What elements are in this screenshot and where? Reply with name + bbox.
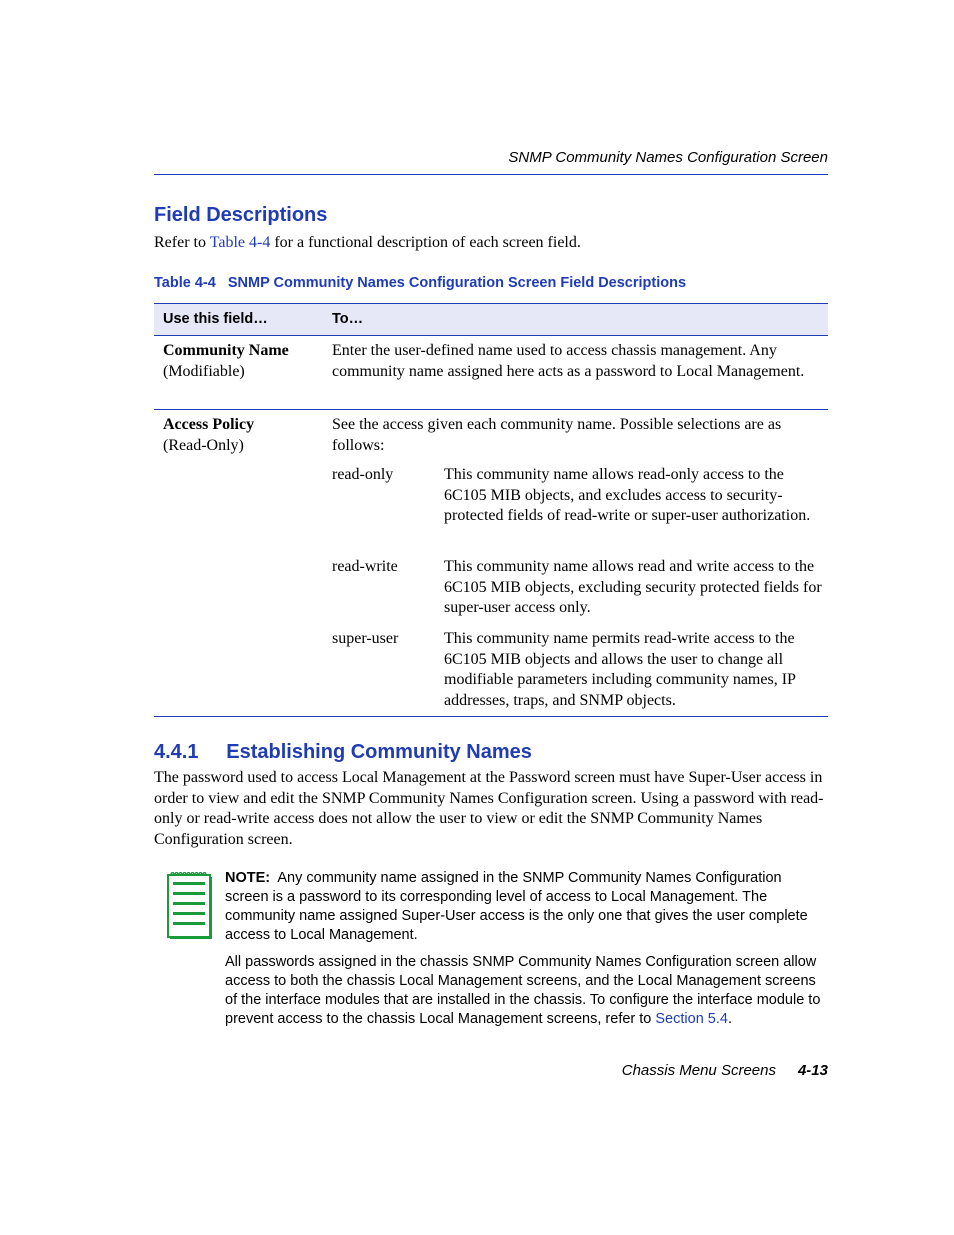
option-description: This community name allows read-only access to the 6C105 MIB objects, and excludes access to security-protected fields of read-write or super-user authorization. bbox=[444, 466, 811, 524]
page-footer bbox=[622, 1062, 828, 1079]
column-header-field: Use this field… bbox=[163, 311, 268, 327]
intro-after: for a functional description of each screen field. bbox=[270, 234, 581, 251]
table-link[interactable]: Table 4-4 bbox=[209, 234, 271, 251]
header-rule bbox=[154, 174, 828, 175]
field-mode: (Read-Only) bbox=[163, 436, 244, 454]
note-text: All passwords assigned in the chassis SNMP Community Names Configuration screen allow access to both the chassis Local Management screens, and the Local Management screens of the interface modules that are installed in the chassis. To configure the interface module to prevent access to the chassis Local Management screens, refer to bbox=[225, 954, 821, 1027]
section-link[interactable]: Section 5.4 bbox=[655, 1011, 728, 1027]
note-text: Any community name assigned in the SNMP Community Names Configuration screen is a password to its corresponding level of access to Local Management. The community name assigned Super-User access is the only one that gives the user complete access to Local Management. bbox=[225, 870, 808, 943]
field-cell bbox=[163, 341, 289, 382]
running-header: SNMP Community Names Configuration Screen bbox=[508, 149, 828, 166]
table-row bbox=[154, 336, 828, 410]
field-cell bbox=[163, 415, 254, 456]
column-header-action: To… bbox=[332, 311, 364, 327]
field-name: Access Policy bbox=[163, 416, 255, 433]
note-label: NOTE: bbox=[225, 870, 271, 886]
note-paragraph bbox=[225, 953, 828, 1029]
option-description: This community name allows read and write access to the 6C105 MIB objects, excluding security protected fields for super-user access only. bbox=[444, 558, 822, 616]
note-text-end: . bbox=[727, 1011, 732, 1027]
field-table bbox=[154, 303, 828, 717]
subsection-heading: 4.4.1 Establishing Community Names bbox=[154, 741, 532, 763]
section-title: Field Descriptions bbox=[154, 204, 328, 226]
option-term: super-user bbox=[332, 630, 399, 647]
option-term: read-only bbox=[332, 466, 394, 483]
page-number: 4-13 bbox=[797, 1062, 828, 1079]
description-cell: Enter the user-defined name used to access chassis management. Any community name assigned here acts as a password to Local Management. bbox=[332, 342, 805, 380]
option-description: This community name permits read-write access to the 6C105 MIB objects and allows the user to change all modifiable parameters including community names, IP addresses, traps, and SNMP objects. bbox=[444, 630, 796, 709]
description-cell: See the access given each community name. Possible selections are as follows: bbox=[332, 416, 782, 454]
option-term: read-write bbox=[332, 558, 398, 575]
table-row bbox=[154, 410, 828, 717]
table-caption: Table 4-4 SNMP Community Names Configuration Screen Field Descriptions bbox=[154, 275, 687, 291]
body-paragraph: The password used to access Local Management at the Password screen must have Super-User access in order to view and edit the SNMP Community Names Configuration screen. Using a password with read-only or read-write access does not allow the user to view or edit the SNMP Community Names Configuration screen. bbox=[154, 769, 824, 848]
notepad-icon bbox=[167, 872, 213, 940]
footer-chapter: Chassis Menu Screens bbox=[621, 1062, 776, 1079]
intro-before: Refer to bbox=[154, 234, 210, 251]
field-name: Community Name bbox=[163, 342, 289, 359]
field-mode: (Modifiable) bbox=[163, 362, 245, 380]
note-paragraph bbox=[225, 869, 828, 945]
intro-text bbox=[154, 233, 581, 253]
table-header bbox=[154, 303, 828, 336]
